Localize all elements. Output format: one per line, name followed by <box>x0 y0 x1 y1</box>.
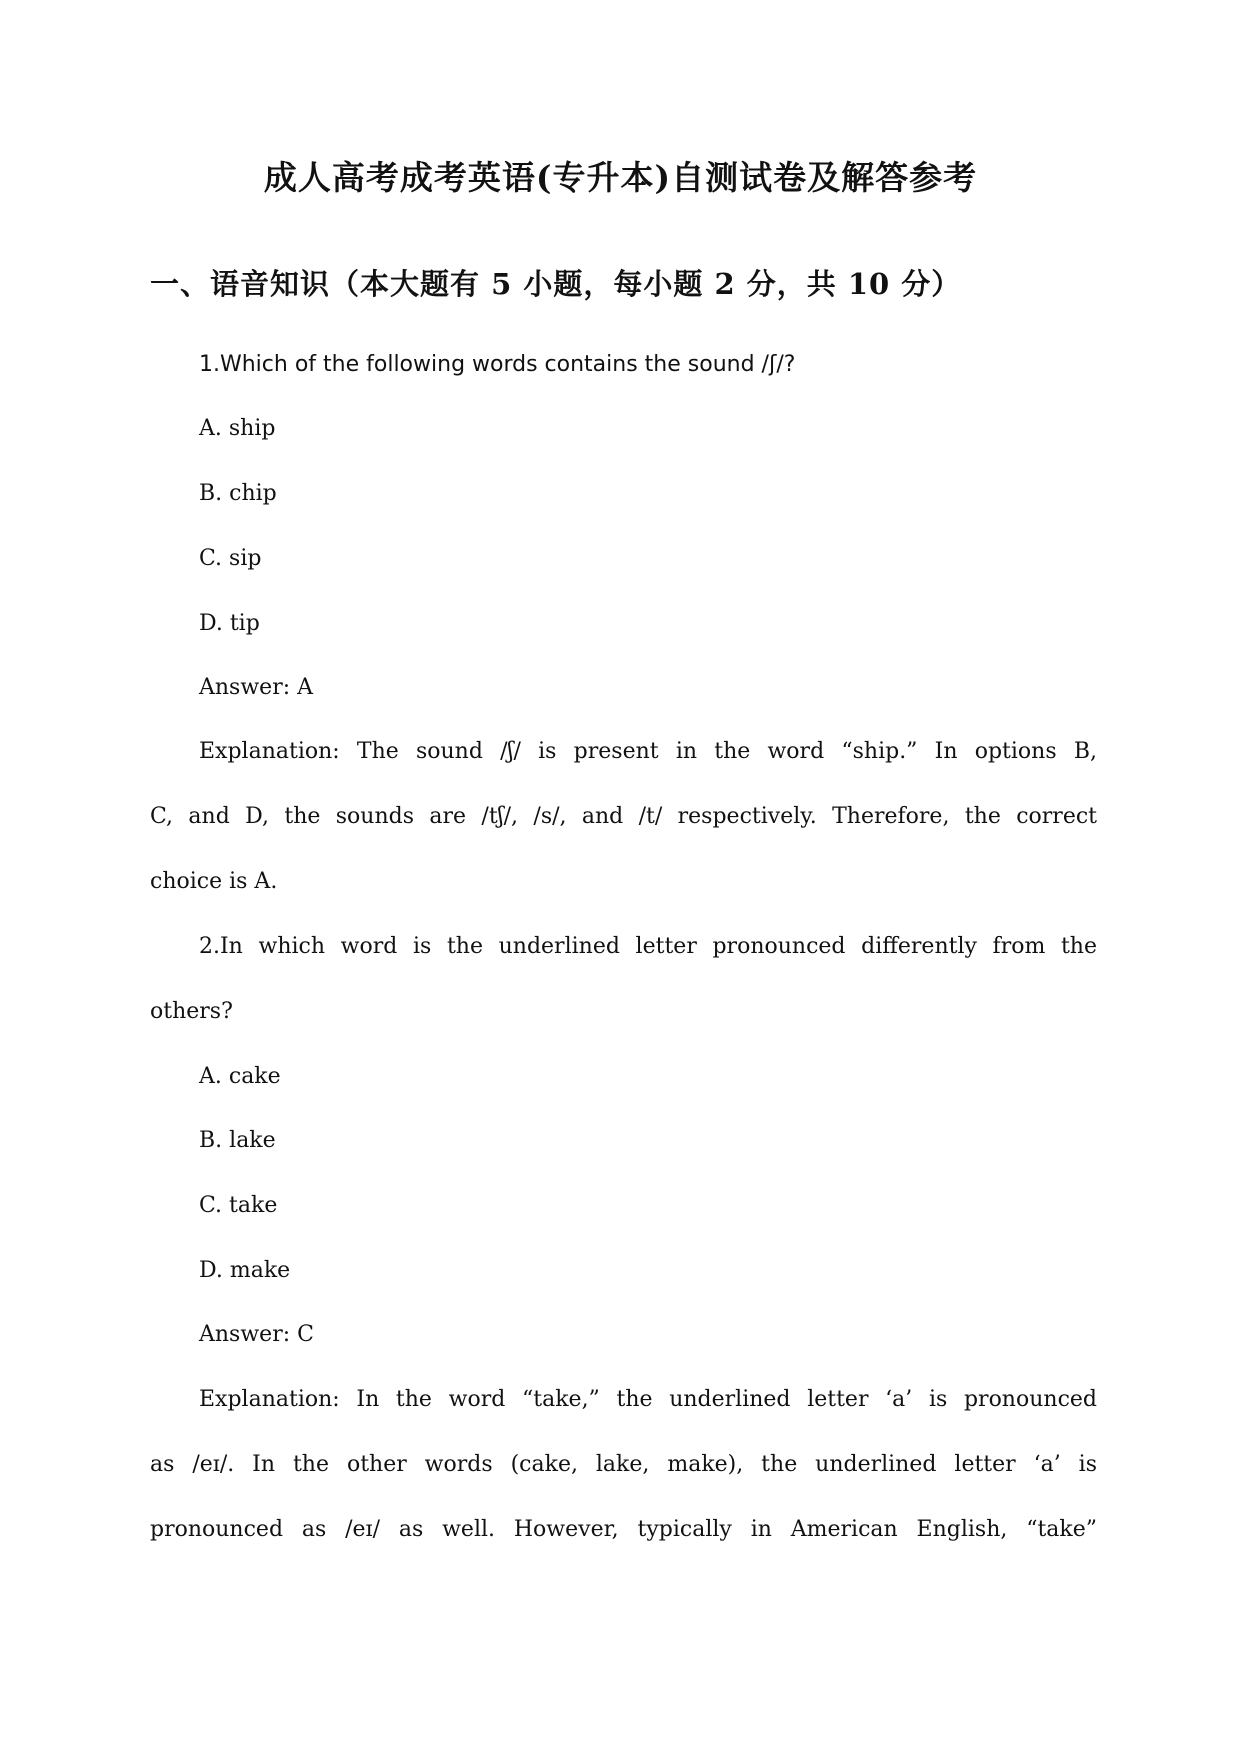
document-title: 成人高考成考英语(专升本)自测试卷及解答参考 <box>263 158 978 197</box>
q2-option-a: A. cake <box>199 1064 281 1089</box>
question-2-text-line-2: others? <box>150 999 233 1024</box>
question-1-text: 1.Which of the following words contains the sound /ʃ/? <box>199 352 796 377</box>
q1-option-b: B. chip <box>199 481 277 506</box>
q2-answer: Answer: C <box>199 1322 314 1347</box>
q2-option-d: D. make <box>199 1258 291 1283</box>
q2-option-c: C. take <box>199 1193 278 1218</box>
q1-explanation-line-2: C, and D, the sounds are /tʃ/, /s/, and /t/ respectively. Therefore, the correct <box>150 804 1097 829</box>
q2-explanation-line-1: Explanation: In the word “take,” the underlined letter ‘a’ is pronounced <box>199 1387 1097 1412</box>
question-2-text-line-1: 2.In which word is the underlined letter pronounced differently from the <box>199 934 1097 959</box>
q2-option-b: B. lake <box>199 1128 276 1153</box>
q1-answer: Answer: A <box>199 675 314 700</box>
q1-option-c: C. sip <box>199 546 262 571</box>
q1-option-a: A. ship <box>199 416 276 441</box>
q2-explanation-line-2: as /eɪ/. In the other words (cake, lake, make), the underlined letter ‘a’ is <box>150 1452 1097 1477</box>
q1-option-d: D. tip <box>199 611 260 636</box>
q1-explanation-line-3: choice is A. <box>150 869 278 894</box>
section-heading: 一、语音知识（本大题有 5 小题，每小题 2 分，共 10 分） <box>150 267 962 301</box>
q2-explanation-line-3: pronounced as /eɪ/ as well. However, typically in American English, “take” <box>150 1517 1097 1542</box>
q1-explanation-line-1: Explanation: The sound /ʃ/ is present in the word “ship.” In options B, <box>199 739 1097 764</box>
